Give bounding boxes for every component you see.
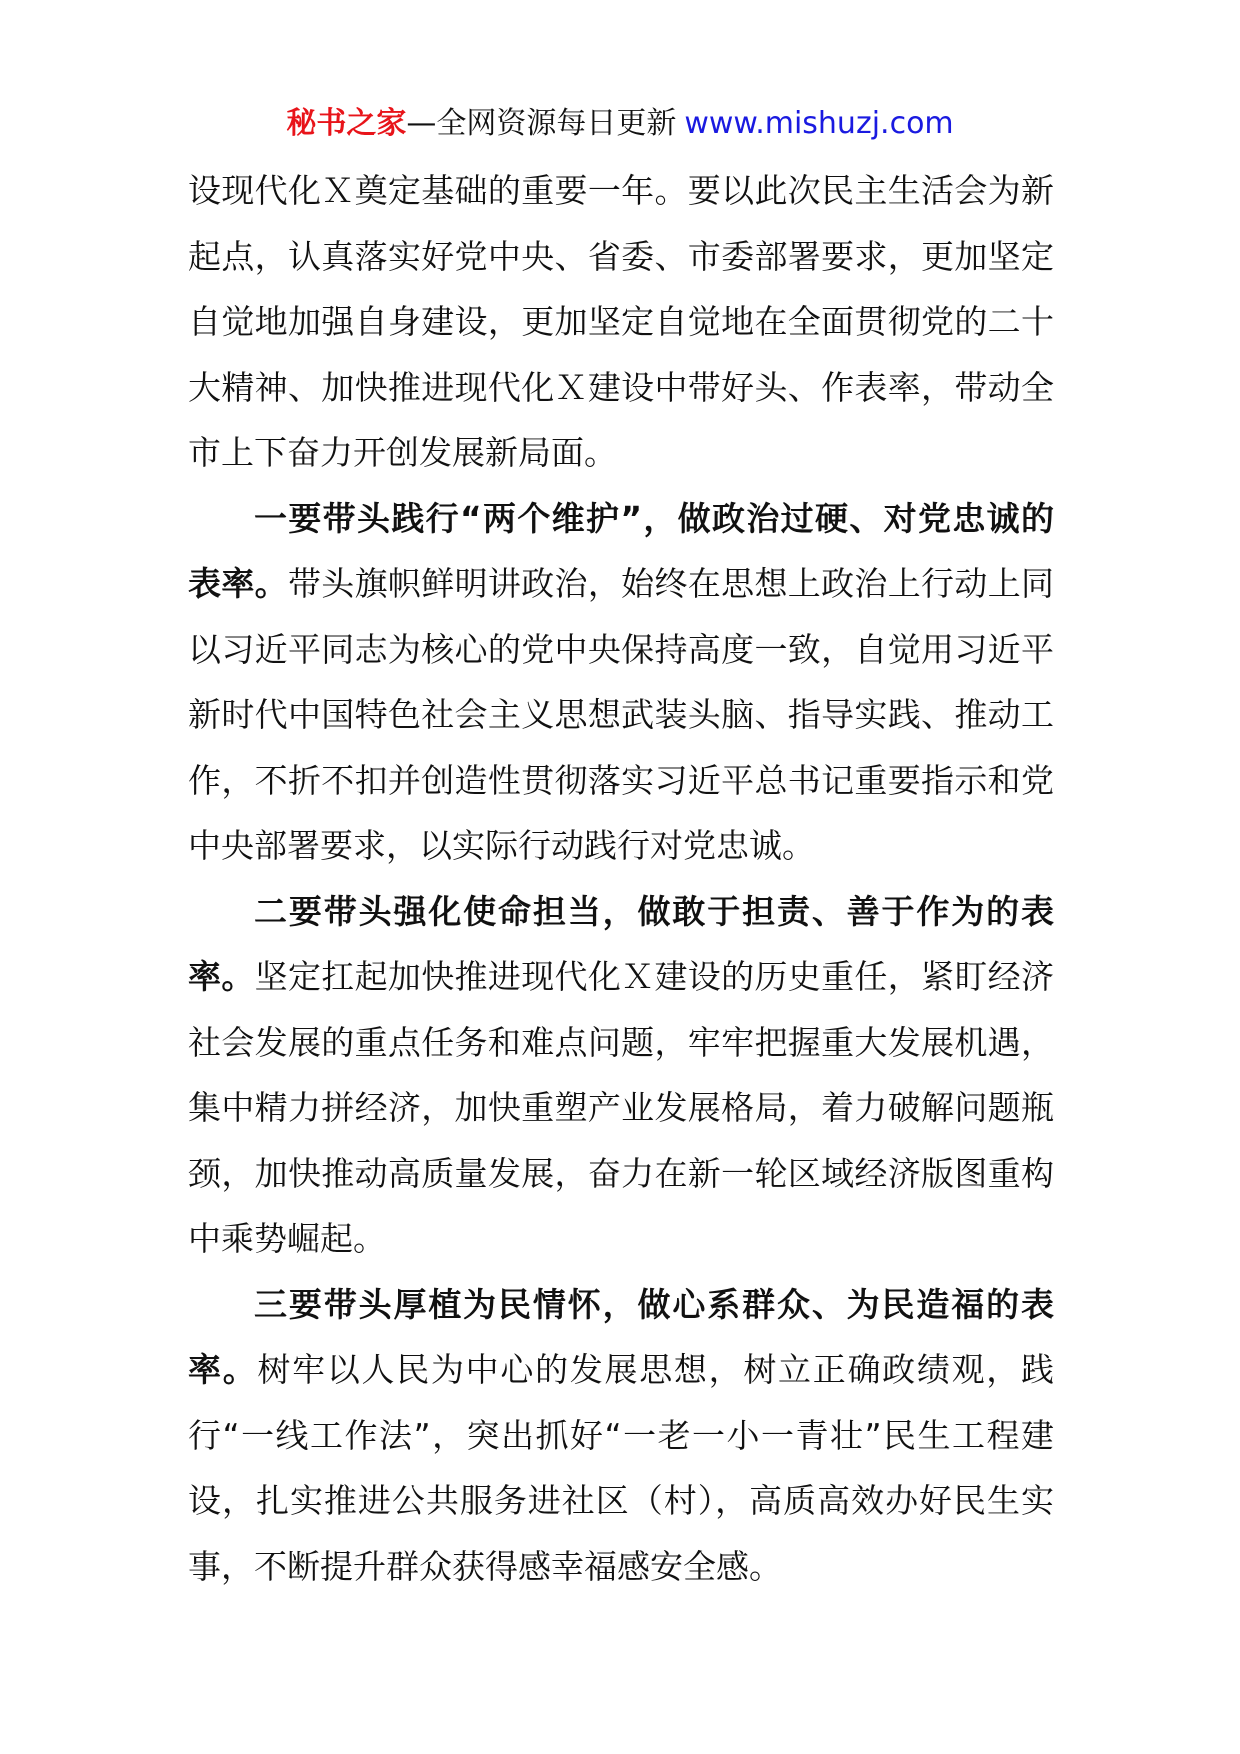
paragraph-lead: 三要带头厚植为民情怀，做心系群众、为民造福的表率。 <box>188 1284 1054 1389</box>
header-brand: 秘书之家 <box>286 106 407 141</box>
paragraph-point-3 <box>188 1272 1054 1600</box>
paragraph-text: 坚定扛起加快推进现代化Ｘ建设的历史重任，紧盯经济社会发展的重点任务和难点问题，牢牢把握重大发展机遇，集中精力拼经济，加快重塑产业发展格局，着力破解问题瓶颈，加快推动高质量发展，奋力在新一轮区域经济版图重构中乘势崛起。 <box>188 957 1055 1258</box>
document-body <box>188 158 1054 1599</box>
paragraph-text: 带头旗帜鲜明讲政治，始终在思想上政治上行动上同以习近平同志为核心的党中央保持高度一致，自觉用习近平新时代中国特色社会主义思想武装头脑、指导实践、推动工作，不折不扣并创造性贯彻落实习近平总书记重要指示和党中央部署要求，以实际行动践行对党忠诚。 <box>188 564 1055 865</box>
paragraph-point-1 <box>188 486 1054 879</box>
header-url-link[interactable]: www.mishuzj.com <box>684 106 954 141</box>
paragraph-continuation <box>188 158 1054 486</box>
paragraph-text: 树牢以人民为中心的发展思想，树立正确政绩观，践行“一线工作法”，突出抓好“一老一小一青壮”民生工程建设，扎实推进公共服务进社区（村），高质高效办好民生实事，不断提升群众获得感幸福感安全感。 <box>188 1350 1055 1586</box>
paragraph-lead: 二要带头强化使命担当，做敢于担责、善于作为的表率。 <box>188 891 1054 996</box>
header-slogan: —全网资源每日更新 <box>406 106 677 141</box>
page-header <box>0 102 1240 146</box>
paragraph-point-2 <box>188 879 1054 1272</box>
paragraph-lead: 一要带头践行“两个维护”，做政治过硬、对党忠诚的表率。 <box>188 498 1054 603</box>
paragraph-text: 设现代化Ｘ奠定基础的重要一年。要以此次民主生活会为新起点，认真落实好党中央、省委、市委部署要求，更加坚定自觉地加强自身建设，更加坚定自觉地在全面贯彻党的二十大精神、加快推进现代化Ｘ建设中带好头、作表率，带动全市上下奋力开创发展新局面。 <box>188 171 1054 472</box>
